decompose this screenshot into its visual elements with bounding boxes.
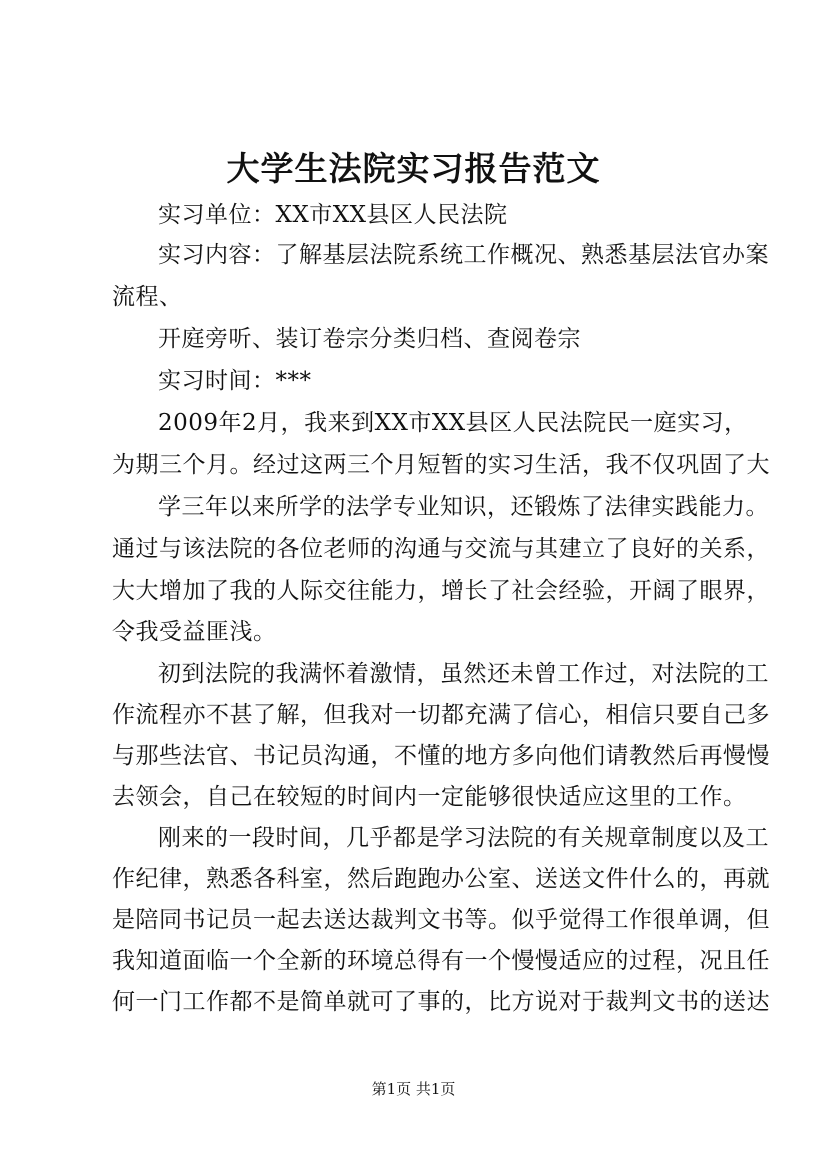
text-line: 是陪同书记员一起去送达裁判文书等。似乎觉得工作很单调，但	[112, 907, 770, 933]
page-footer: 第1页 共1页	[371, 1080, 456, 1098]
document-title: 大学生法院实习报告范文	[226, 149, 601, 188]
text-line: 作纪律，熟悉各科室，然后跑跑办公室、送送文件什么的，再就	[112, 866, 770, 892]
text-line: 学三年以来所学的法学专业知识，还锻炼了法律实践能力。	[158, 494, 769, 520]
text-line: 流程、	[112, 284, 183, 310]
text-line: 何一门工作都不是简单就可了事的，比方说对于裁判文书的送达	[112, 989, 770, 1015]
text-line: 令我受益匪浅。	[112, 619, 277, 645]
text-line: 作流程亦不甚了解，但我对一切都充满了信心，相信只要自己多	[112, 702, 770, 728]
text-line: 实习内容：了解基层法院系统工作概况、熟悉基层法官办案	[158, 242, 769, 268]
text-line: 初到法院的我满怀着激情，虽然还未曾工作过，对法院的工	[158, 661, 769, 687]
text-line: 我知道面临一个全新的环境总得有一个慢慢适应的过程，况且任	[112, 948, 770, 974]
text-line: 通过与该法院的各位老师的沟通与交流与其建立了良好的关系，	[112, 536, 770, 562]
text-line: 实习单位：XX市XX县区人民法院	[158, 202, 508, 228]
text-line: 为期三个月。经过这两三个月短暂的实习生活，我不仅巩固了大	[112, 452, 770, 478]
text-line: 开庭旁听、装订卷宗分类归档、查阅卷宗	[158, 326, 581, 352]
text-line: 去领会，自己在较短的时间内一定能够很快适应这里的工作。	[112, 784, 747, 810]
text-line: 2009年2月，我来到XX市XX县区人民法院民一庭实习，	[158, 410, 748, 436]
text-line: 与那些法官、书记员沟通，不懂的地方多向他们请教然后再慢慢	[112, 743, 770, 769]
text-line: 实习时间：***	[158, 368, 312, 394]
text-line: 刚来的一段时间，几乎都是学习法院的有关规章制度以及工	[158, 825, 769, 851]
text-line: 大大增加了我的人际交往能力，增长了社会经验，开阔了眼界，	[112, 578, 770, 604]
